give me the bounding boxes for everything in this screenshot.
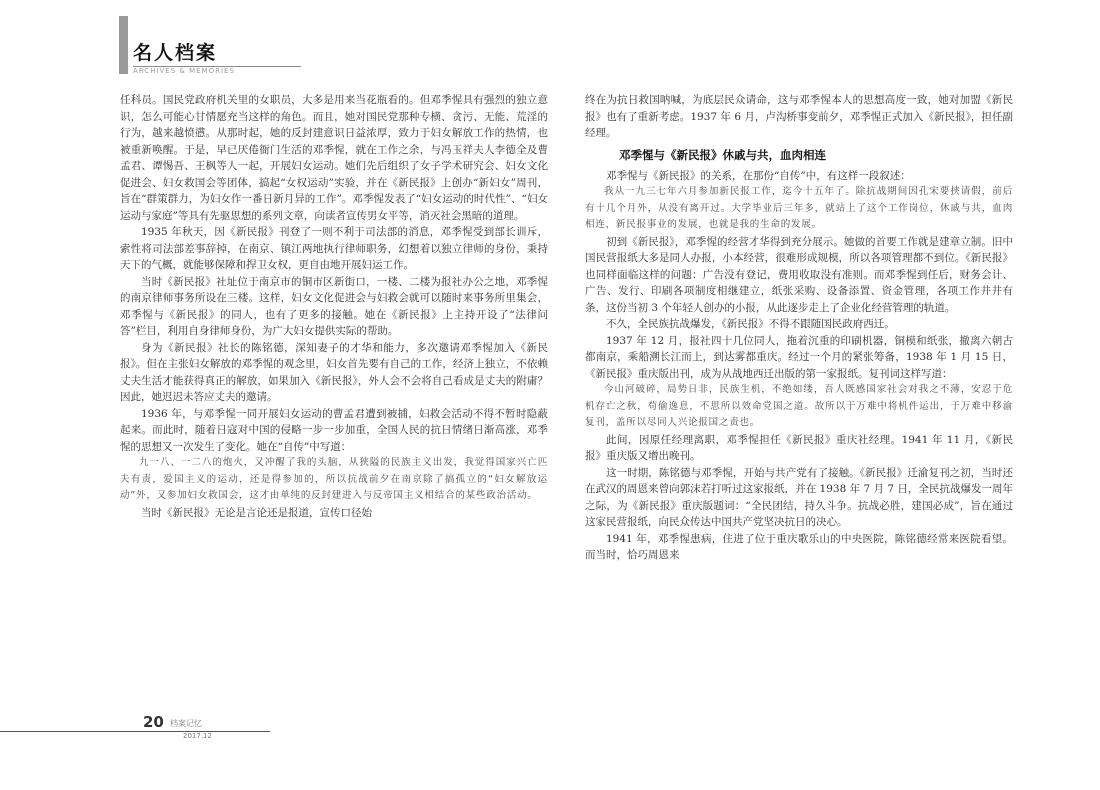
- paragraph: 终在为抗日救国呐喊，为底层民众请命，这与邓季惺本人的思想高度一致，她对加盟《新民报》也有了重新考虑。1937 年 6 月，卢沟桥事变前夕，邓季惺正式加入《新民报》，担任副经理。: [585, 94, 1013, 139]
- page-number: 20: [143, 713, 164, 731]
- paragraph: 1937 年 12 月，报社四十几位同人，拖着沉重的印刷机器，铜模和纸张，撤离六朝古都南京，乘船溯长江而上，到达雾都重庆。经过一个月的紧张筹备，1938 年 1 月 15 日，《新民报》重庆版出刊，成为从战地西迁出版的第一家报纸。复刊词这样写道：: [585, 334, 1013, 380]
- header-accent-bar: [119, 16, 128, 74]
- paragraph: 当时《新民报》社址位于南京市的铜市区新街口，一楼、二楼为报社办公之地，邓季惺的南京律师事务所设在三楼。这样，妇女文化促进会与妇救会就可以随时来事务所里集会，邓季惺与《新民报》的同人，也有了更多的接触。她在《新民报》上主持开设了“法律问答”栏目，利用自身律师身份，为广大妇女提供实际的帮助。: [120, 275, 548, 337]
- quote-block: 九一八、一二八的炮火，又冲醒了我的头脑，从狭隘的民族主义出发，我觉得国家兴亡匹夫有责，爱国主义的运动，还是得参加的，所以抗战前夕在南京除了搞孤立的“妇女解放运动”外，又参加妇女救国会，这才由单纯的反封建进入与反帝国主义相结合的某些政治活动。: [120, 457, 548, 501]
- paragraph: 身为《新民报》社长的陈铭德，深知妻子的才华和能力，多次邀请邓季惺加入《新民报》。但在主张妇女解放的邓季惺的观念里，妇女首先要有自己的工作，经济上独立，不依赖丈夫生活才能获得真正的解放，如果加入《新民报》，外人会不会将自己看成是丈夫的附庸？因此，她迟迟未答应丈夫的邀请。: [120, 341, 548, 403]
- section-heading: 邓季惺与《新民报》休戚与共，血肉相连: [619, 147, 826, 162]
- footer-issue-date: 2017.12: [183, 732, 212, 740]
- section-title: 名人档案: [133, 42, 218, 64]
- footer-journal-name: 档案记忆: [170, 719, 202, 728]
- paragraph: 当时《新民报》无论是言论还是报道，宣传口径始: [141, 506, 372, 519]
- quote-block: 今山河破碎，局势日非，民族生机，不绝如缕，吾人既感国家社会对我之不薄，安忍于危机存亡之秋，苟偷逸息，不思所以效命党国之道。故所以于万难中将机件运出，于万难中移渝复刊，盖所以尽同人兴论报国之责也。: [585, 384, 1013, 428]
- paragraph: 1935 年秋天，因《新民报》刊登了一则不利于司法部的消息，邓季惺受到部长训斥，索性将司法部差事辞掉，在南京、镇江两地执行律师职务，幻想着以独立律师的身份，秉持天下的气概，就能够保障和捍卫女权，更自由地开展妇运工作。: [120, 226, 548, 271]
- paragraph: 此间，因原任经理离职，邓季惺担任《新民报》重庆社经理。1941 年 11 月，《新民报》重庆版又增出晚刊。: [585, 433, 1013, 462]
- section-subtitle: ARCHIVES & MEMORIES: [133, 67, 235, 75]
- paragraph: 1941 年，邓季惺患病，住进了位于重庆歌乐山的中央医院，陈铭德经常来医院看望。而当时，恰巧周恩来: [585, 532, 1013, 561]
- footer-divider: [0, 731, 270, 732]
- right-column: [585, 92, 1013, 564]
- quote-block: 我从一九三七年六月参加新民报工作，迄今十五年了。除抗战期间因孔宋要挟请假，前后有十几个月外，从没有离开过。大学毕业后三年多，就站上了这个工作岗位，休戚与共，血肉相连，新民报事业的发展，也就是我的生命的发展。: [585, 186, 1013, 230]
- paragraph: 这一时期，陈铭德与邓季惺，开始与共产党有了接触。《新民报》迁渝复刊之初，当时还在武汉的周恩来曾向郭沫若打听过这家报纸，并在 1938 年 7 月 7 日，全民抗战爆发一周年之际，为《新民报》重庆版题词：“全民团结，持久斗争。抗战必胜，建国必成”，旨在通过这家民营报纸，向民众传达中国共产党坚决抗日的决心。: [585, 466, 1013, 528]
- paragraph: 1936 年，与邓季惺一同开展妇女运动的曹孟君遭到被捕，妇救会活动不得不暂时隐蔽起来。而此时，随着日寇对中国的侵略一步一步加重，全国人民的抗日情绪日渐高涨，邓季惺的思想又一次发生了变化。她在“自传”中写道：: [120, 407, 548, 453]
- paragraph: 初到《新民报》，邓季惺的经营才华得到充分展示。她做的首要工作就是建章立制。旧中国民营报纸大多是同人办报，小本经营，很难形成规模，所以各项管理都不到位。《新民报》也同样面临这样的问题：广告没有登记，费用收取没有准则。而邓季惺到任后，财务会计、广告、发行、印刷各项制度相继建立，纸张采购、设备添置、资金管理，各项工作井井有条，这份当初 3 个年轻人创办的小报，从此逐步走上了企业化经营管理的轨道。: [585, 235, 1013, 314]
- paragraph: 不久，全民族抗战爆发，《新民报》不得不跟随国民政府西迁。: [606, 318, 895, 330]
- paragraph: 邓季惺与《新民报》的关系，在那份“自传”中，有这样一段叙述：: [606, 169, 911, 182]
- left-column: [120, 92, 548, 521]
- paragraph: 任科员。国民党政府机关里的女职员，大多是用来当花瓶看的。但邓季惺具有强烈的独立意识，怎么可能心甘情愿充当这样的角色。而且，她对国民党那种专横、贪污、无能、荒淫的行为，越来越愤懑。从那时起，她的反封建意识日益浓厚，致力于妇女解放工作的热情，也被重新唤醒。于是，早已厌倦衙门生活的邓季惺，就在工作之余，与冯玉祥夫人李德全及曹孟君、谭惕吾、王枫等人一起，开展妇女运动。她们先后组织了女子学术研究会、妇女文化促进会、妇女救国会等团体，搞起“女权运动”实验，并在《新民报》上创办“新妇女”周刊，旨在“群策群力，为妇女作一番日新月异的工作”。邓季惺发表了“妇女运动的时代性”、“妇女运动与家庭”等具有先驱思想的系列文章，向读者宣传男女平等，消灭社会黑暗的道理。: [120, 94, 548, 222]
